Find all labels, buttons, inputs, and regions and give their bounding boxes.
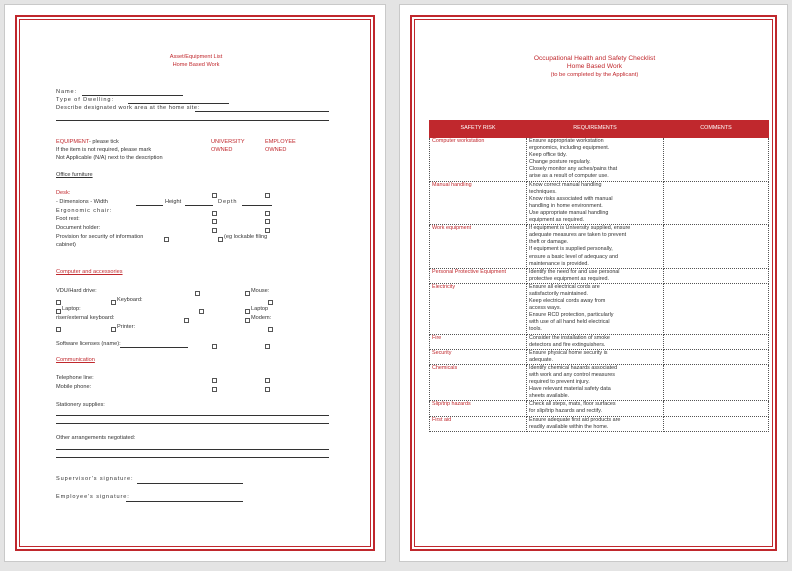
dwelling-label: Type of Dwelling:	[56, 97, 114, 103]
requirements-cell	[527, 138, 664, 182]
riser-university-checkbox[interactable]	[184, 318, 189, 323]
laptop-university-checkbox[interactable]	[199, 309, 204, 314]
requirement-line: If equipment is University supplied, ensure	[529, 225, 631, 232]
requirement-line: Ensure all electrical cords are	[529, 283, 600, 290]
requirement-line: Ensure adequate first aid products are	[529, 416, 621, 423]
requirement-line: satisfactorily maintained.	[529, 290, 589, 297]
laptop-riser-label: Laptop	[251, 306, 269, 312]
printer-label: Printer:	[117, 324, 136, 330]
page-subtitle: Home Based Work	[172, 62, 220, 68]
requirement-line: with work and any control measures	[529, 372, 615, 378]
safety-risk-cell: Electricity	[430, 283, 527, 334]
printer-employee-checkbox[interactable]	[268, 327, 273, 332]
employee-owned-header-1: EMPLOYEE	[265, 139, 296, 145]
supervisor-signature-field[interactable]	[137, 483, 243, 484]
requirements-cell	[527, 268, 664, 283]
not-required-note-1: If the item is not required, please mark	[56, 147, 152, 153]
keyboard-label: Keyboard:	[117, 297, 143, 303]
chair-university-checkbox[interactable]	[212, 211, 217, 216]
requirement-line: arise as a result of computer use.	[529, 173, 609, 180]
table-row	[430, 401, 769, 416]
docholder-employee-checkbox[interactable]	[265, 228, 270, 233]
requirements-cell	[527, 401, 664, 416]
requirement-line: techniques.	[529, 188, 557, 195]
telephone-employee-checkbox[interactable]	[265, 378, 270, 383]
university-owned-header-2: OWNED	[211, 147, 233, 153]
mobile-employee-checkbox[interactable]	[265, 387, 270, 392]
table-row	[430, 416, 769, 431]
communication-heading: Communication	[56, 357, 95, 363]
mouse-label: Mouse:	[251, 288, 270, 294]
other-arrangements-field-2[interactable]	[56, 457, 329, 458]
requirement-line: detectors and fire extinguishers.	[529, 341, 606, 348]
depth-label: Depth	[218, 199, 238, 205]
comments-cell[interactable]	[664, 416, 769, 431]
table-row	[430, 181, 769, 225]
checklist-note: (to be completed by the Applicant)	[550, 72, 639, 78]
requirement-line: Ensure RCD protection, particularly	[529, 312, 614, 319]
vdu-checkbox[interactable]	[195, 291, 200, 296]
requirement-line: maintenance is provided.	[529, 260, 589, 267]
asset-list-page	[4, 4, 386, 562]
requirement-line: sheets available.	[529, 393, 570, 400]
footrest-employee-checkbox[interactable]	[265, 219, 270, 224]
requirement-line: adequate.	[529, 356, 553, 363]
stationery-field-1[interactable]	[56, 415, 329, 416]
name-label: Name:	[56, 89, 77, 95]
desk-depth-field[interactable]	[242, 205, 272, 206]
column-header: SAFETY RISK	[430, 121, 527, 138]
requirement-line: protective equipment as required.	[529, 275, 610, 282]
laptop-checkbox[interactable]	[56, 309, 61, 314]
stationery-field-2[interactable]	[56, 423, 329, 424]
modem-label: Modem:	[251, 315, 272, 321]
equipment-heading: EQUIPMENT	[56, 139, 89, 145]
requirement-line: If equipment is supplied personally,	[529, 246, 613, 253]
requirement-line: Change posture regularly.	[529, 159, 591, 166]
name-field[interactable]	[82, 95, 183, 96]
supervisor-signature-label: Supervisor's signature:	[56, 476, 134, 482]
chair-employee-checkbox[interactable]	[265, 211, 270, 216]
column-header: REQUIREMENTS	[527, 121, 664, 138]
office-furniture-heading: Office furniture	[56, 172, 93, 178]
safety-risk-cell: Personal Protective Equipment	[430, 268, 527, 283]
mouse-checkbox[interactable]	[245, 291, 250, 296]
requirements-cell	[527, 416, 664, 431]
requirements-cell	[527, 364, 664, 400]
table-row	[430, 349, 769, 364]
telephone-university-checkbox[interactable]	[212, 378, 217, 383]
safety-checklist-table	[429, 120, 769, 432]
requirement-line: Ensure appropriate workstation	[529, 138, 604, 144]
safety-risk-cell: Security	[430, 349, 527, 364]
comments-cell[interactable]	[664, 181, 769, 225]
safety-risk-cell: Computer workstation	[430, 138, 527, 182]
ergonomic-chair-label: Ergonomic chair:	[56, 208, 113, 214]
other-arrangements-field-1[interactable]	[56, 449, 329, 450]
table-row	[430, 268, 769, 283]
mobile-university-checkbox[interactable]	[212, 387, 217, 392]
requirement-line: Have relevant material safety data	[529, 386, 611, 393]
requirements-cell	[527, 181, 664, 225]
requirement-line: access ways.	[529, 305, 562, 312]
work-area-field[interactable]	[195, 111, 329, 112]
stationery-label: Stationery supplies:	[56, 402, 105, 408]
requirement-line: theft or damage.	[529, 239, 569, 246]
keyboard-university-checkbox[interactable]	[56, 300, 61, 305]
requirement-line: adequate measures are taken to prevent	[529, 232, 627, 239]
foot-rest-label: Foot rest:	[56, 216, 80, 222]
requirement-line: Identify chemical hazards associated	[529, 364, 618, 371]
checklist-title: Occupational Health and Safety Checklist	[533, 55, 656, 62]
requirements-cell	[527, 225, 664, 269]
equipment-suffix: - please tick	[88, 139, 119, 145]
riser-keyboard-label: riser/external keyboard:	[56, 315, 115, 321]
vdu-label: VDU/Hard drive:	[56, 288, 97, 294]
keyboard-employee-checkbox[interactable]	[268, 300, 273, 305]
requirement-line: Check all steps, mats, floor surfaces	[529, 401, 616, 408]
table-row	[430, 138, 769, 182]
requirement-line: equipment as required.	[529, 217, 585, 224]
table-row	[430, 283, 769, 334]
requirement-line: Keep office tidy.	[529, 152, 567, 159]
docholder-university-checkbox[interactable]	[212, 228, 217, 233]
requirement-line: Know correct manual handling	[529, 181, 602, 188]
employee-signature-label: Employee's signature:	[56, 494, 130, 500]
printer-checkbox[interactable]	[111, 327, 116, 332]
requirement-line: Ensure physical home security is	[529, 349, 608, 356]
comments-cell[interactable]	[664, 268, 769, 283]
requirement-line: Use appropriate manual handling	[529, 209, 609, 216]
comments-cell[interactable]	[664, 401, 769, 416]
other-arrangements-label: Other arrangements negotiated:	[56, 435, 136, 441]
desk-employee-checkbox[interactable]	[265, 193, 270, 198]
requirement-line: tools.	[529, 326, 542, 333]
requirement-line: Keep electrical cords away from	[529, 298, 606, 305]
requirement-line: Closely monitor any aches/pains that	[529, 166, 618, 173]
cabinet-label: cabinet)	[56, 242, 76, 248]
mobile-label: Mobile phone:	[56, 384, 92, 390]
safety-risk-cell: Fire	[430, 334, 527, 349]
table-row	[430, 364, 769, 400]
document-holder-label: Document holder:	[56, 225, 101, 231]
describe-work-area-label: Describe designated work area at the home site:	[56, 105, 200, 111]
desk-university-checkbox[interactable]	[212, 193, 217, 198]
comments-cell[interactable]	[664, 349, 769, 364]
column-header: COMMENTS	[664, 121, 769, 138]
software-employee-checkbox[interactable]	[265, 344, 270, 349]
comments-cell[interactable]	[664, 283, 769, 334]
safety-risk-cell: Work equipment	[430, 225, 527, 269]
requirements-cell	[527, 349, 664, 364]
ohs-checklist-page	[399, 4, 788, 562]
requirement-line: Identify the need for and use personal	[529, 268, 620, 275]
dimensions-width-label: - Dimensions - Width	[56, 199, 108, 205]
height-label: Height	[165, 199, 182, 205]
telephone-label: Telephone line:	[56, 375, 94, 381]
laptop-riser-checkbox[interactable]	[245, 309, 250, 314]
keyboard-checkbox[interactable]	[111, 300, 116, 305]
requirements-cell	[527, 334, 664, 349]
employee-signature-field[interactable]	[126, 501, 243, 502]
dwelling-field[interactable]	[128, 103, 229, 104]
requirement-line: Know risks associated with manual	[529, 195, 613, 202]
requirement-line: with use of all hand held electrical	[529, 319, 610, 326]
checklist-subtitle: Home Based Work	[566, 63, 623, 70]
requirement-line: handling in home environment.	[529, 202, 603, 209]
requirements-cell	[527, 283, 664, 334]
page-title: Asset/Equipment List	[169, 54, 223, 60]
provision-security-label: Provision for security of information	[56, 234, 144, 240]
software-university-checkbox[interactable]	[212, 344, 217, 349]
laptop-label: Laptop:	[62, 306, 81, 312]
safety-risk-cell: First aid	[430, 416, 527, 431]
requirement-line: for slip/trip hazards and rectify.	[529, 408, 603, 415]
table-header-row	[430, 121, 769, 138]
software-licenses-label: Software licenses (name):	[56, 341, 121, 347]
printer-university-checkbox[interactable]	[56, 327, 61, 332]
safety-risk-cell: Slip/trip hazards	[430, 401, 527, 416]
requirement-line: ergonomics, including equipment.	[529, 145, 610, 152]
desk-width-field[interactable]	[136, 205, 163, 206]
computer-accessories-heading: Computer and accessories	[56, 269, 123, 275]
table-row	[430, 334, 769, 349]
comments-cell[interactable]	[664, 364, 769, 400]
table-row	[430, 225, 769, 269]
safety-risk-cell: Chemicals	[430, 364, 527, 400]
requirement-line: Consider the installation of smoke	[529, 334, 610, 341]
comments-cell[interactable]	[664, 334, 769, 349]
desk-label: Desk:	[56, 190, 71, 196]
comments-cell[interactable]	[664, 225, 769, 269]
requirement-line: required to prevent injury.	[529, 379, 590, 386]
comments-cell[interactable]	[664, 138, 769, 182]
filing-checkbox[interactable]	[218, 237, 223, 242]
footrest-university-checkbox[interactable]	[212, 219, 217, 224]
requirement-line: readily available within the home.	[529, 423, 609, 430]
modem-checkbox[interactable]	[245, 318, 250, 323]
software-licenses-field[interactable]	[120, 347, 188, 348]
employee-owned-header-2: OWNED	[265, 147, 287, 153]
work-area-field-2[interactable]	[56, 120, 329, 121]
university-owned-header-1: UNIVERSITY	[211, 139, 245, 145]
desk-height-field[interactable]	[185, 205, 213, 206]
lockable-filing-label: (eg lockable filing	[224, 234, 268, 240]
not-required-note-2: Not Applicable (N/A) next to the description	[56, 155, 163, 161]
security-checkbox[interactable]	[164, 237, 169, 242]
requirement-line: ensure a basic level of adequacy and	[529, 253, 619, 260]
safety-risk-cell: Manual handling	[430, 181, 527, 225]
